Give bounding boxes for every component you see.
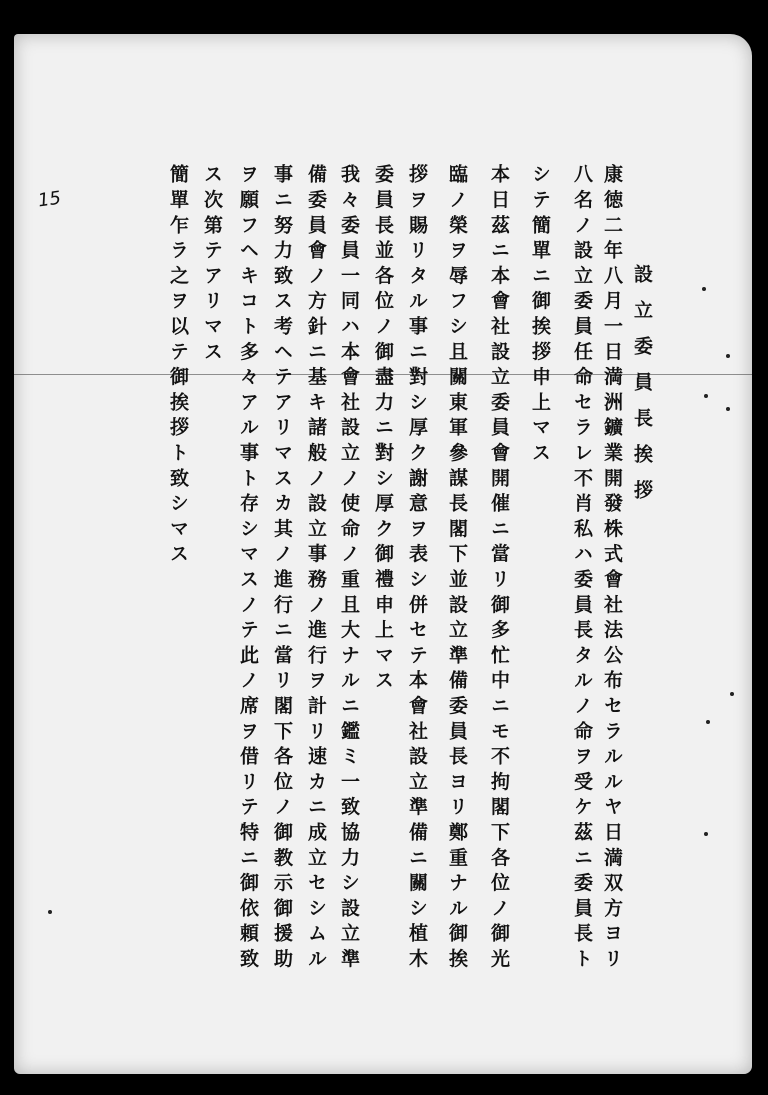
scan-speck bbox=[702, 287, 706, 291]
text-column-1: 康徳二年八月一日満洲鑛業開發株式會社法公布セラルルヤ日満双方ヨリ bbox=[601, 164, 623, 974]
text-column-8: 我々委員一同ハ本會社設立ノ使命ノ重且大ナルニ鑑ミ一致協力シ設立準 bbox=[338, 164, 360, 974]
scan-speck bbox=[706, 720, 710, 724]
scan-speck bbox=[48, 910, 52, 914]
text-column-11: ヲ願フヘキコト多々アル事ト存シマスノテ此ノ席ヲ借リテ特ニ御依頼致 bbox=[237, 164, 259, 974]
text-column-10: 事ニ努力致ス考ヘテアリマスカ其ノ進行ニ當リ閣下各位ノ御教示御援助 bbox=[271, 164, 293, 974]
document-page bbox=[14, 34, 752, 1074]
scan-speck bbox=[726, 354, 730, 358]
text-column-5: 臨ノ榮ヲ辱フシ且關東軍參謀長閣下並設立準備委員長ヨリ鄭重ナル御挨 bbox=[446, 164, 468, 974]
text-column-9: 備委員會ノ方針ニ基キ諸般ノ設立事務ノ進行ヲ計リ速カニ成立セシムル bbox=[305, 164, 327, 974]
scan-speck bbox=[704, 832, 708, 836]
text-column-7: 委員長並各位ノ御盡力ニ對シ厚ク御禮申上マス bbox=[372, 164, 394, 696]
page-number: 15 bbox=[36, 187, 63, 212]
text-column-4: 本日茲ニ本會社設立委員會開催ニ當リ御多忙中ニモ不拘閣下各位ノ御光 bbox=[488, 164, 510, 974]
scan-speck bbox=[730, 692, 734, 696]
scan-speck bbox=[704, 394, 708, 398]
text-column-13: 簡單乍ラ之ヲ以テ御挨拶ト致シマス bbox=[167, 164, 189, 569]
text-column-3: シテ簡單ニ御挨拶申上マス bbox=[529, 164, 551, 468]
text-column-12: ス次第テアリマス bbox=[201, 164, 223, 367]
text-column-2: 八名ノ設立委員任命セラレ不肖私ハ委員長タルノ命ヲ受ケ茲ニ委員長ト bbox=[571, 164, 593, 974]
document-title: 設立委員長挨拶 bbox=[631, 264, 653, 516]
scan-speck bbox=[726, 407, 730, 411]
text-column-6: 拶ヲ賜リタル事ニ對シ厚ク謝意ヲ表シ併セテ本會社設立準備ニ關シ植木 bbox=[406, 164, 428, 974]
